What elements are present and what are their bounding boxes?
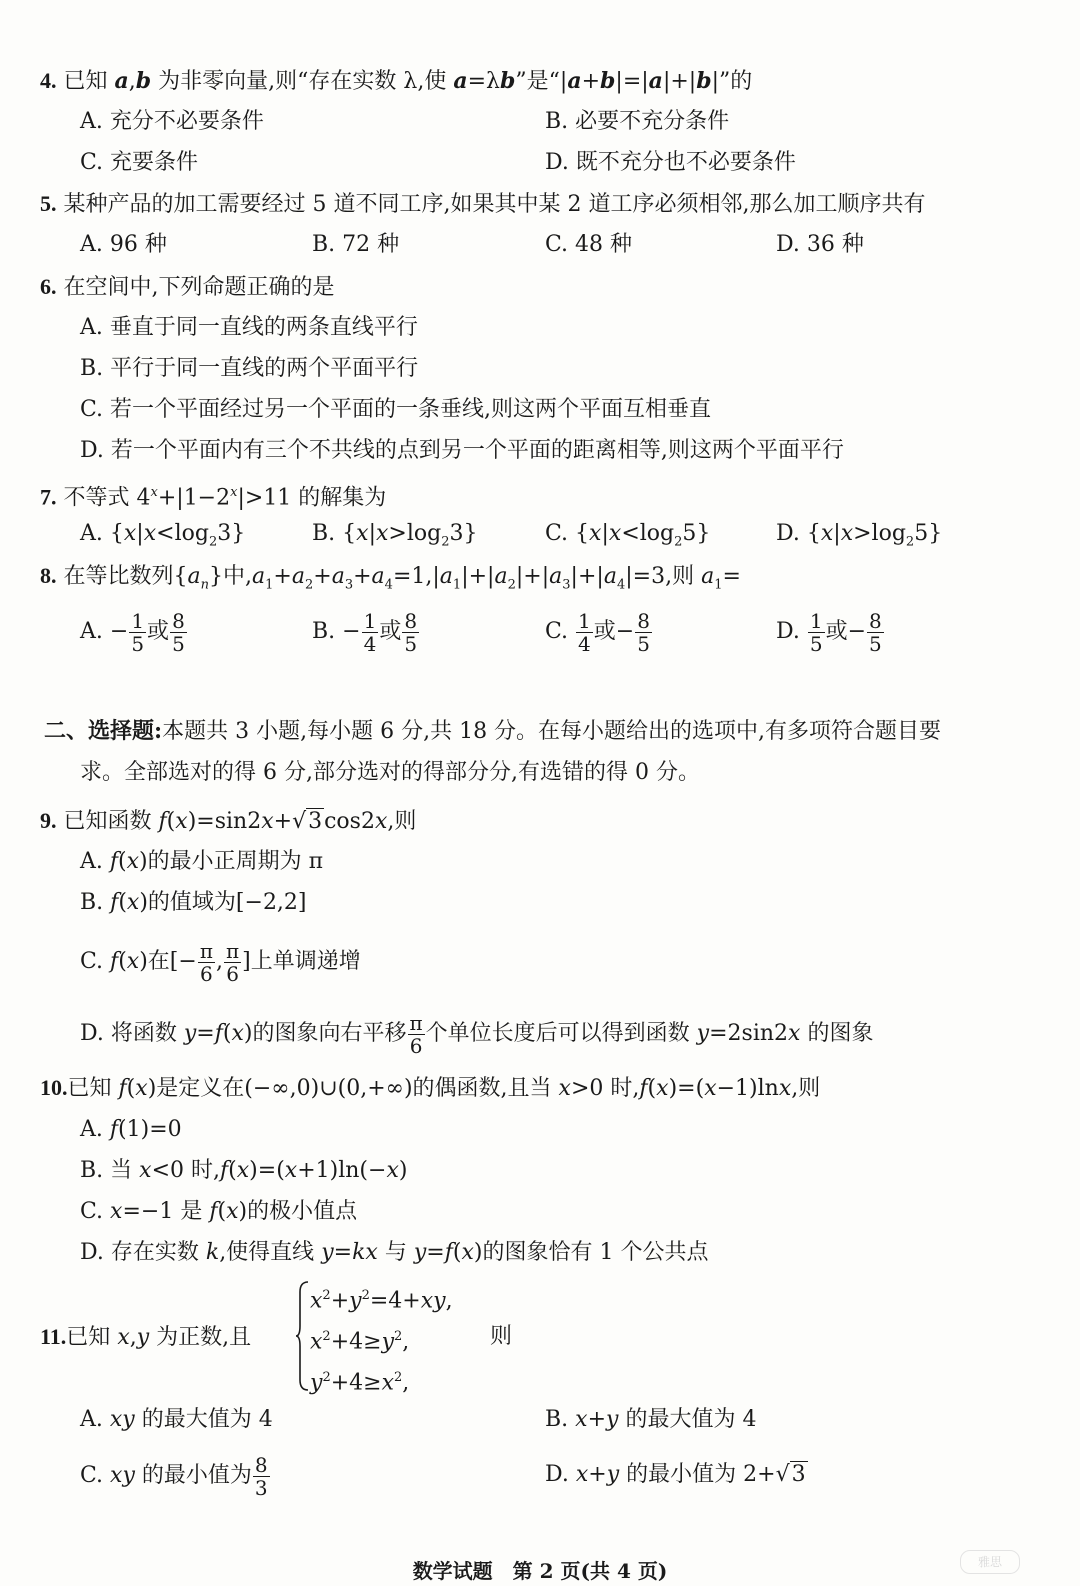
q4-stem: 4. 已知 a,b 为非零向量,则“存在实数 λ,使 a=λb”是“|a+b|=|a|+|b|”的	[40, 68, 753, 94]
q7-option-c: C. $\{x|x<\log_25\}$	[545, 521, 711, 550]
q8-stem: 8. 在等比数列$\{a_n\}$中$,a_1+a_2+a_3+a_4=1,|a_1|+|a_2|+|a_3|+|a_4|=3$,则 $a_1=$	[40, 563, 741, 593]
q10-option-d: D. 存在实数 k,使得直线 y=kx 与 y=f(x)的图象恰有 1 个公共点	[80, 1240, 709, 1265]
q7-option-d: D. $\{x|x>\log_25\}$	[776, 521, 943, 550]
q4-option-c: C. 充要条件	[80, 150, 199, 175]
q8-option-c: C. $\frac{1}{4}$ 或− $\frac{8}{5}$	[545, 608, 650, 656]
section-two-header: 二、选择题:本题共 3 小题,每小题 6 分,共 18 分。在每小题给出的选项中,有多项符合题目要	[44, 718, 942, 744]
q10-stem: 10.已知 f(x)是定义在(−∞,0)∪(0,+∞)的偶函数,且当 x>0 时,f(x)=(x−1)lnx,则	[40, 1075, 821, 1101]
q10-option-b: B. 当 x<0 时,f(x)=(x+1)ln(−x)	[80, 1158, 408, 1183]
q4-option-b: B. 必要不充分条件	[545, 109, 730, 134]
q9-stem: 9. 已知函数 f(x)=sin2x+√3cos2x,则	[40, 808, 417, 834]
q5-option-a: A. 96 种	[80, 232, 167, 257]
q9-option-a: A. f(x)的最小正周期为 π	[80, 849, 324, 874]
q5-option-d: D. 36 种	[776, 232, 864, 257]
system-brace	[296, 1280, 310, 1392]
page-footer: 数学试题 第 2 页(共 4 页)	[412, 1559, 668, 1583]
q7-option-b: B. $\{x|x>\log_23\}$	[312, 521, 478, 550]
watermark-badge: 雅思	[960, 1550, 1020, 1574]
q6-option-d: D. 若一个平面内有三个不共线的点到另一个平面的距离相等,则这两个平面平行	[80, 438, 844, 463]
q8-option-a: A. − $\frac{1}{5}$ 或 $\frac{8}{5}$	[80, 608, 185, 656]
q11-option-d: D. x+y 的最小值为 2+√3	[545, 1462, 806, 1487]
q11-option-a: A. xy 的最大值为 4	[80, 1407, 273, 1432]
q11-option-b: B. x+y 的最大值为 4	[545, 1407, 757, 1432]
q11-option-c: C. xy 的最小值为 $\frac{8}{3}$	[80, 1452, 268, 1500]
q8-option-b: B. − $\frac{1}{4}$ 或 $\frac{8}{5}$	[312, 608, 418, 656]
q5-option-c: C. 48 种	[545, 232, 633, 257]
q6-stem: 6. 在空间中,下列命题正确的是	[40, 274, 335, 300]
q11-condition-1: $x^2+y^2=4+xy$,	[310, 1288, 453, 1314]
q4-option-d: D. 既不充分也不必要条件	[545, 150, 796, 175]
q6-option-c: C. 若一个平面经过另一个平面的一条垂线,则这两个平面互相垂直	[80, 397, 712, 422]
q4-option-a: A. 充分不必要条件	[80, 109, 264, 134]
q9-option-c: C. f(x)在[− $\frac{\pi}{6}$ , $\frac{\pi}{6}$ ]上单调递增	[80, 938, 361, 986]
q9-option-b: B. f(x)的值域为[−2,2]	[80, 890, 307, 915]
q11-condition-3: $y^2+4\ge x^2$,	[310, 1370, 410, 1396]
q11-then: 则	[490, 1324, 513, 1349]
q6-option-b: B. 平行于同一直线的两个平面平行	[80, 356, 419, 381]
q7-stem: 7. 不等式 $4^x+|1-2^x|>11$ 的解集为	[40, 484, 387, 511]
q8-option-d: D. $\frac{1}{5}$ 或− $\frac{8}{5}$	[776, 608, 882, 656]
q6-option-a: A. 垂直于同一直线的两条直线平行	[80, 315, 418, 340]
q10-option-a: A. f(1)=0	[80, 1117, 182, 1142]
q10-option-c: C. x=−1 是 f(x)的极小值点	[80, 1199, 358, 1224]
section-two-line2: 求。全部选对的得 6 分,部分选对的得部分分,有选错的得 0 分。	[80, 760, 700, 785]
q11-condition-2: $x^2+4\ge y^2$,	[310, 1329, 410, 1355]
q11-stem: 11.已知 x,y 为正数,且	[40, 1324, 252, 1350]
q9-option-d: D. 将函数 y=f(x)的图象向右平移 $\frac{\pi}{6}$ 个单位长度后可以得到函数 y=2sin2x 的图象	[80, 1010, 874, 1058]
q5-option-b: B. 72 种	[312, 232, 400, 257]
q7-option-a: A. $\{x|x<\log_23\}$	[80, 521, 246, 550]
q5-stem: 5. 某种产品的加工需要经过 5 道不同工序,如果其中某 2 道工序必须相邻,那么加工顺序共有	[40, 191, 926, 217]
